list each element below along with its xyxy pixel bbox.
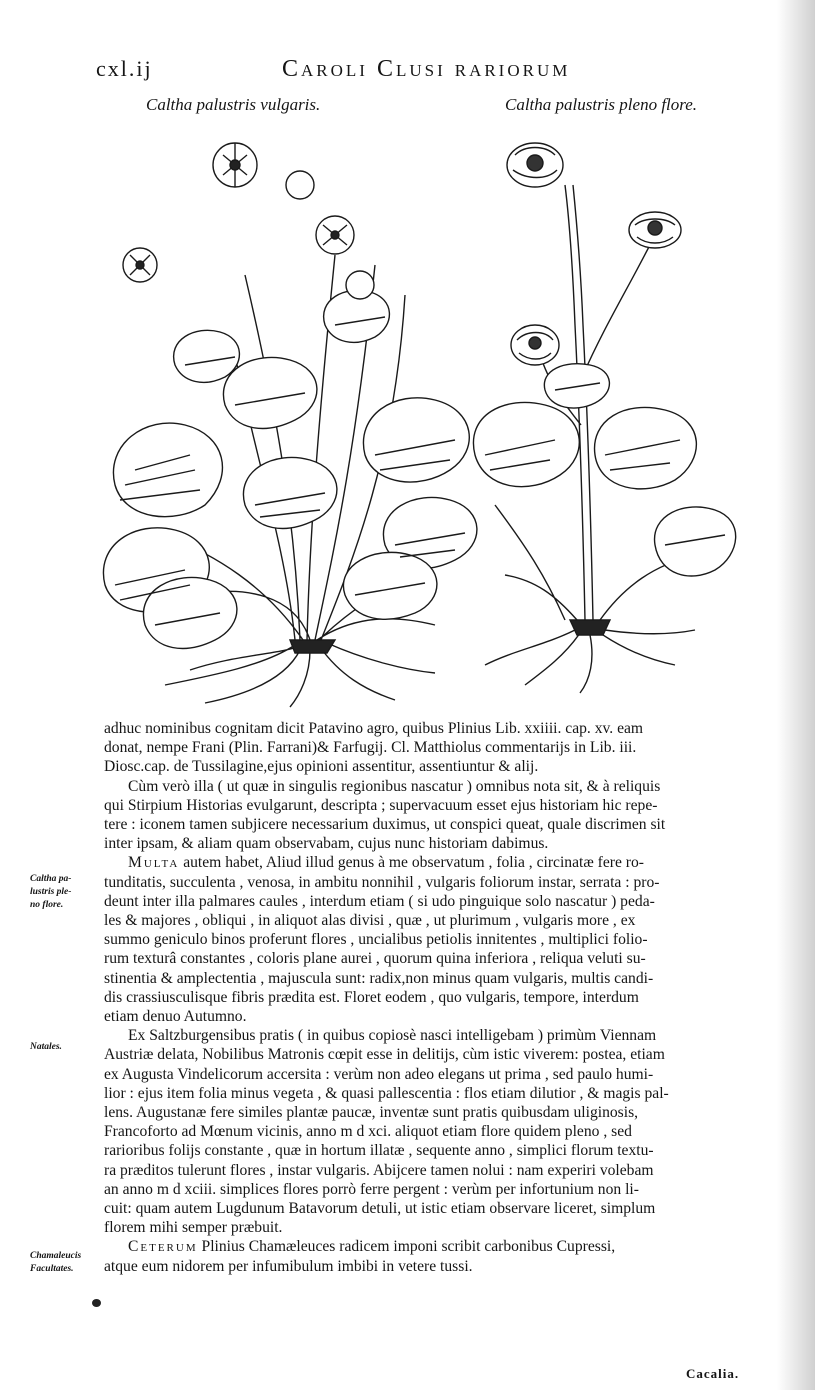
text-line: stinentia & amplectentia , majuscula sunt: radix,non minus quam vulgaris, multis candi-	[104, 969, 654, 987]
page-edge-shadow	[777, 0, 815, 1390]
text-line: cuit: quam autem Lugdunum Batavorum detuli, ut istic etiam observare liceret, simplum	[104, 1200, 656, 1218]
initial-word: Ceterum	[128, 1238, 198, 1256]
paragraph-3	[104, 853, 764, 1026]
text-line: Ex Saltzburgensibus pratis ( in quibus copiosè nasci intelligebam ) primùm Viennam	[128, 1027, 657, 1045]
caption-right: Caltha palustris pleno flore.	[505, 95, 698, 114]
body-text	[104, 719, 764, 1276]
margin-note-line: lustris ple-	[30, 887, 72, 897]
margin-note-line: Chamaleucis	[30, 1251, 82, 1261]
text-line: Plinius Chamæleuces radicem imponi scribit carbonibus Cupressi,	[197, 1238, 616, 1256]
paragraph-2	[104, 777, 764, 854]
folio-number: cxl.ij	[96, 56, 153, 81]
text-line: rum texturâ constantes , coloris plane aurei , quorum quina inferiora , reliqua veluti su-	[104, 950, 646, 968]
botanical-woodcut-illustrations	[95, 125, 745, 710]
margin-note-line: no flore.	[30, 900, 64, 910]
text-line: summo geniculo binos proferunt flores , uncialibus petiolis innitentes , multiplici folio-	[104, 931, 648, 949]
text-line: donat, nempe Frani (Plin. Farrani)& Farfugij. Cl. Matthiolus commentarijs in Lib. iii.	[104, 739, 637, 757]
text-line: les & majores , obliqui , in aliquot alas divisi , quæ , ut plurimum , vulgaris more , ex	[104, 912, 636, 930]
margin-note-line: Caltha pa-	[30, 874, 72, 884]
text-line: lior : ejus item folia minus vegeta , & quasi pallescentia : flos etiam dilutior , & magis pal-	[104, 1084, 669, 1102]
text-line: adhuc nominibus cognitam dicit Patavino agro, quibus Plinius Lib. xxiiii. cap. xv. eam	[104, 720, 644, 737]
text-line: Austriæ delata, Nobilibus Matronis cœpit esse in delitijs, cùm istic viverem: postea, etiam	[104, 1046, 665, 1064]
catchword: Cacalia.	[686, 1366, 740, 1381]
margin-note-chamaleucis	[30, 1250, 96, 1276]
text-line: ex Augusta Vindelicorum accersita : verùm non adeo elegans ut prima , sed paulo humi-	[104, 1065, 654, 1083]
text-line: Diosc.cap. de Tussilagine,ejus opinioni assentitur, assentiuntur & alij.	[104, 758, 539, 776]
text-line: etiam denuo Autumno.	[104, 1008, 247, 1026]
margin-note-caltha-pleno	[30, 873, 96, 912]
text-line: tunditatis, succulenta , venosa, in ambitu nonnihil , vulgaris foliorum instar, serrata : pro-	[104, 873, 660, 891]
running-title: Caroli Clusi rariorum	[282, 56, 571, 82]
text-line: Francoforto ad Mœnum vicinis, anno m d xci. aliquot etiam flore quidem pleno , sed	[104, 1123, 632, 1141]
text-line: deunt inter illa palmares caules , interdum etiam ( si udo pinguique solo nascatur ) peda-	[104, 892, 655, 910]
margin-note-natales	[30, 1041, 96, 1054]
text-line: tere : iconem tamen subjicere necessarium duximus, ut conspici queat, quale discrimen sit	[104, 816, 666, 834]
text-line: an anno m d xciii. simplices flores porrò ferre pergent : verùm per infortunium non li-	[104, 1180, 639, 1198]
woodcut-plant-right	[473, 143, 735, 693]
text-line: autem habet, Aliud illud genus à me observatum , folia , circinatæ fere ro-	[179, 854, 644, 872]
text-line: rarioribus folijs constante , quæ in hortum illatæ , sequente anno , simplici florum textu-	[104, 1142, 654, 1160]
text-line: atque eum nidorem per infumibulum imbibi in vetere tussi.	[104, 1257, 473, 1275]
text-line: ra præditos tulerunt flores , instar vulgaris. Abijcere tamen nolui : nam experiri volebam	[104, 1161, 654, 1179]
paragraph-4	[104, 1026, 764, 1237]
ink-speck	[92, 1299, 101, 1307]
text-line: Cùm verò illa ( ut quæ in singulis regionibus nascatur ) omnibus nota sit, & à reliquis	[128, 777, 661, 795]
initial-word: Multa	[128, 854, 180, 872]
margin-note-line: Facultates.	[30, 1264, 74, 1274]
margin-note-line: Natales.	[30, 1042, 62, 1052]
woodcut-plant-left	[103, 143, 476, 707]
paragraph-5	[104, 1237, 764, 1275]
paragraph-1	[104, 719, 764, 777]
text-line: dis crassiusculisque fibris prædita est. Floret eodem , quo vulgaris, tempore, interdum	[104, 988, 639, 1006]
text-line: lens. Augustanæ fere similes plantæ paucæ, inventæ sunt pratis quibusdam uliginosis,	[104, 1104, 639, 1122]
caption-left: Caltha palustris vulgaris.	[146, 95, 321, 114]
text-line: florem mihi semper præbuit.	[104, 1219, 283, 1237]
text-line: qui Stirpium Historias evulgarunt, descripta ; supervacuum esset ejus historiam hic repe-	[104, 796, 658, 814]
text-line: inter ipsam, & aliam quam observabam, cujus nunc historiam dabimus.	[104, 835, 549, 853]
